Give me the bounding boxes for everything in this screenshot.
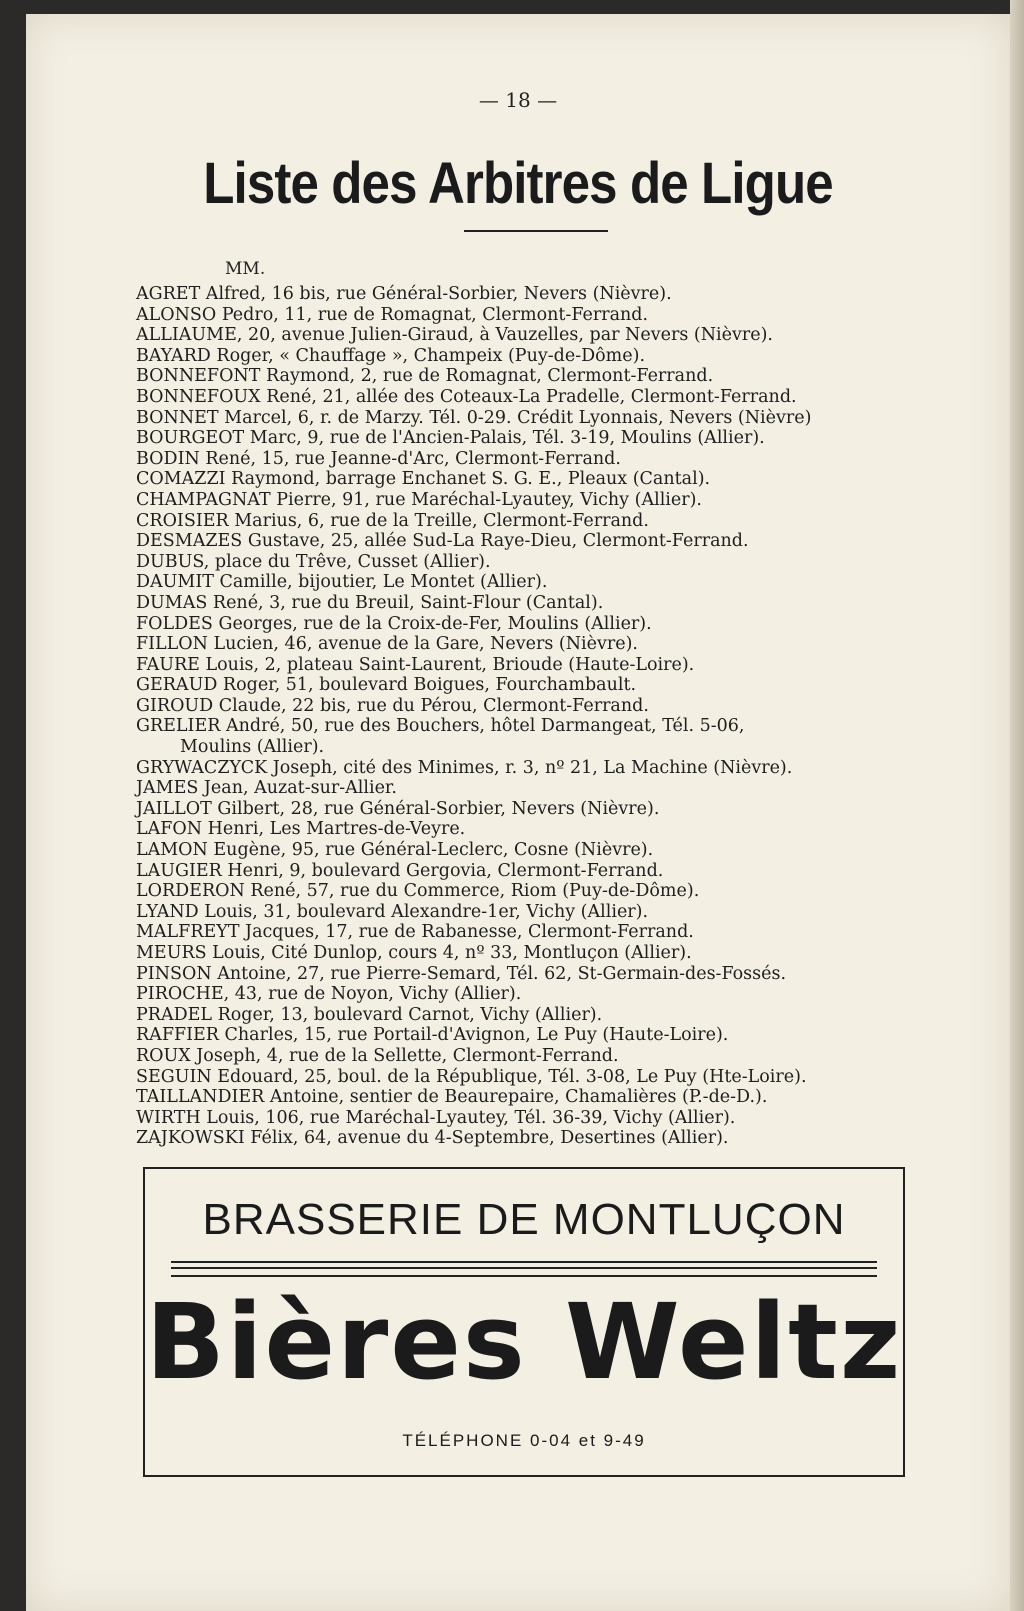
list-item: PINSON Antoine, 27, rue Pierre-Semard, Tél. 62, St-Germain-des-Fossés.: [136, 963, 787, 984]
list-item: BAYARD Roger, « Chauffage », Champeix (Puy-de-Dôme).: [136, 345, 646, 366]
list-item: ROUX Joseph, 4, rue de la Sellette, Clermont-Ferrand.: [136, 1045, 619, 1066]
list-item: JAILLOT Gilbert, 28, rue Général-Sorbier, Nevers (Nièvre).: [136, 798, 660, 819]
list-item: ALONSO Pedro, 11, rue de Romagnat, Clermont-Ferrand.: [136, 304, 649, 325]
list-item: BONNEFOUX René, 21, allée des Coteaux-La Pradelle, Clermont-Ferrand.: [136, 386, 797, 407]
list-item: MALFREYT Jacques, 17, rue de Rabanesse, Clermont-Ferrand.: [136, 922, 694, 943]
list-item: COMAZZI Raymond, barrage Enchanet S. G. E., Pleaux (Cantal).: [136, 469, 711, 490]
list-item: PRADEL Roger, 13, boulevard Carnot, Vichy (Allier).: [136, 1004, 603, 1025]
list-item: LAMON Eugène, 95, rue Général-Leclerc, Cosne (Nièvre).: [136, 840, 654, 861]
list-item: LAUGIER Henri, 9, boulevard Gergovia, Clermont-Ferrand.: [136, 860, 664, 881]
advertisement-box: [143, 1167, 905, 1477]
list-item: ZAJKOWSKI Félix, 64, avenue du 4-Septembre, Desertines (Allier).: [136, 1128, 729, 1149]
list-item: DESMAZES Gustave, 25, allée Sud-La Raye-Dieu, Clermont-Ferrand.: [136, 531, 749, 552]
list-item: BODIN René, 15, rue Jeanne-d'Arc, Clermont-Ferrand.: [136, 448, 621, 469]
list-item: SEGUIN Edouard, 25, boul. de la République, Tél. 3-08, Le Puy (Hte-Loire).: [136, 1066, 807, 1087]
list-item: DUMAS René, 3, rue du Breuil, Saint-Flour (Cantal).: [136, 592, 604, 613]
list-item: LAFON Henri, Les Martres-de-Veyre.: [136, 819, 466, 840]
list-item: TAILLANDIER Antoine, sentier de Beaurepaire, Chamalières (P.-de-D.).: [136, 1087, 768, 1108]
ad-product-name: Bières Weltz: [145, 1281, 903, 1403]
list-item: GRELIER André, 50, rue des Bouchers, hôtel Darmangeat, Tél. 5-06,: [136, 716, 745, 737]
list-item: GERAUD Roger, 51, boulevard Boigues, Fourchambault.: [136, 675, 637, 696]
list-item: RAFFIER Charles, 15, rue Portail-d'Avignon, Le Puy (Haute-Loire).: [136, 1025, 729, 1046]
list-item: DUBUS, place du Trêve, Cusset (Allier).: [136, 551, 491, 572]
list-item: MEURS Louis, Cité Dunlop, cours 4, nº 33, Montluçon (Allier).: [136, 943, 692, 963]
referee-list: [136, 284, 996, 1149]
list-item: ALLIAUME, 20, avenue Julien-Giraud, à Vauzelles, par Nevers (Nièvre).: [136, 325, 773, 346]
list-item: FAURE Louis, 2, plateau Saint-Laurent, Brioude (Haute-Loire).: [136, 654, 695, 675]
page-edge: [1010, 0, 1024, 1611]
list-item: PIROCHE, 43, rue de Noyon, Vichy (Allier).: [136, 984, 522, 1005]
list-item: CHAMPAGNAT Pierre, 91, rue Maréchal-Lyautey, Vichy (Allier).: [136, 489, 702, 510]
ad-divider-lines: [171, 1261, 877, 1277]
list-item: BONNEFONT Raymond, 2, rue de Romagnat, Clermont-Ferrand.: [136, 366, 714, 387]
list-item: AGRET Alfred, 16 bis, rue Général-Sorbier, Nevers (Nièvre).: [136, 284, 672, 304]
page-title: Liste des Arbitres de Ligue: [203, 151, 833, 216]
list-item: FOLDES Georges, rue de la Croix-de-Fer, Moulins (Allier).: [136, 613, 652, 634]
list-item: FILLON Lucien, 46, avenue de la Gare, Nevers (Nièvre).: [136, 634, 638, 655]
list-item: GIROUD Claude, 22 bis, rue du Pérou, Clermont-Ferrand.: [136, 695, 649, 716]
list-item: BOURGEOT Marc, 9, rue de l'Ancien-Palais, Tél. 3-19, Moulins (Allier).: [136, 428, 765, 449]
list-item: GRYWACZYCK Joseph, cité des Minimes, r. 3, nº 21, La Machine (Nièvre).: [136, 757, 793, 778]
list-item: CROISIER Marius, 6, rue de la Treille, Clermont-Ferrand.: [136, 510, 649, 531]
document-page: [26, 14, 1010, 1611]
list-item: BONNET Marcel, 6, r. de Marzy. Tél. 0-29. Crédit Lyonnais, Nevers (Nièvre): [136, 407, 812, 428]
list-item: JAMES Jean, Auzat-sur-Allier.: [136, 778, 397, 799]
salutation: MM.: [225, 259, 266, 279]
page-number: — 18 —: [478, 88, 558, 112]
list-item: WIRTH Louis, 106, rue Maréchal-Lyautey, Tél. 36-39, Vichy (Allier).: [136, 1107, 736, 1128]
ad-phone-number: TÉLÉPHONE 0-04 et 9-49: [402, 1431, 646, 1450]
list-item: DAUMIT Camille, bijoutier, Le Montet (Allier).: [136, 572, 548, 593]
list-item-continuation: Moulins (Allier).: [180, 737, 325, 758]
ad-brand-name: BRASSERIE DE MONTLUÇON: [202, 1195, 846, 1244]
title-divider: [464, 230, 608, 232]
list-item: LYAND Louis, 31, boulevard Alexandre-1er, Vichy (Allier).: [136, 901, 649, 922]
list-item: LORDERON René, 57, rue du Commerce, Riom (Puy-de-Dôme).: [136, 881, 700, 902]
